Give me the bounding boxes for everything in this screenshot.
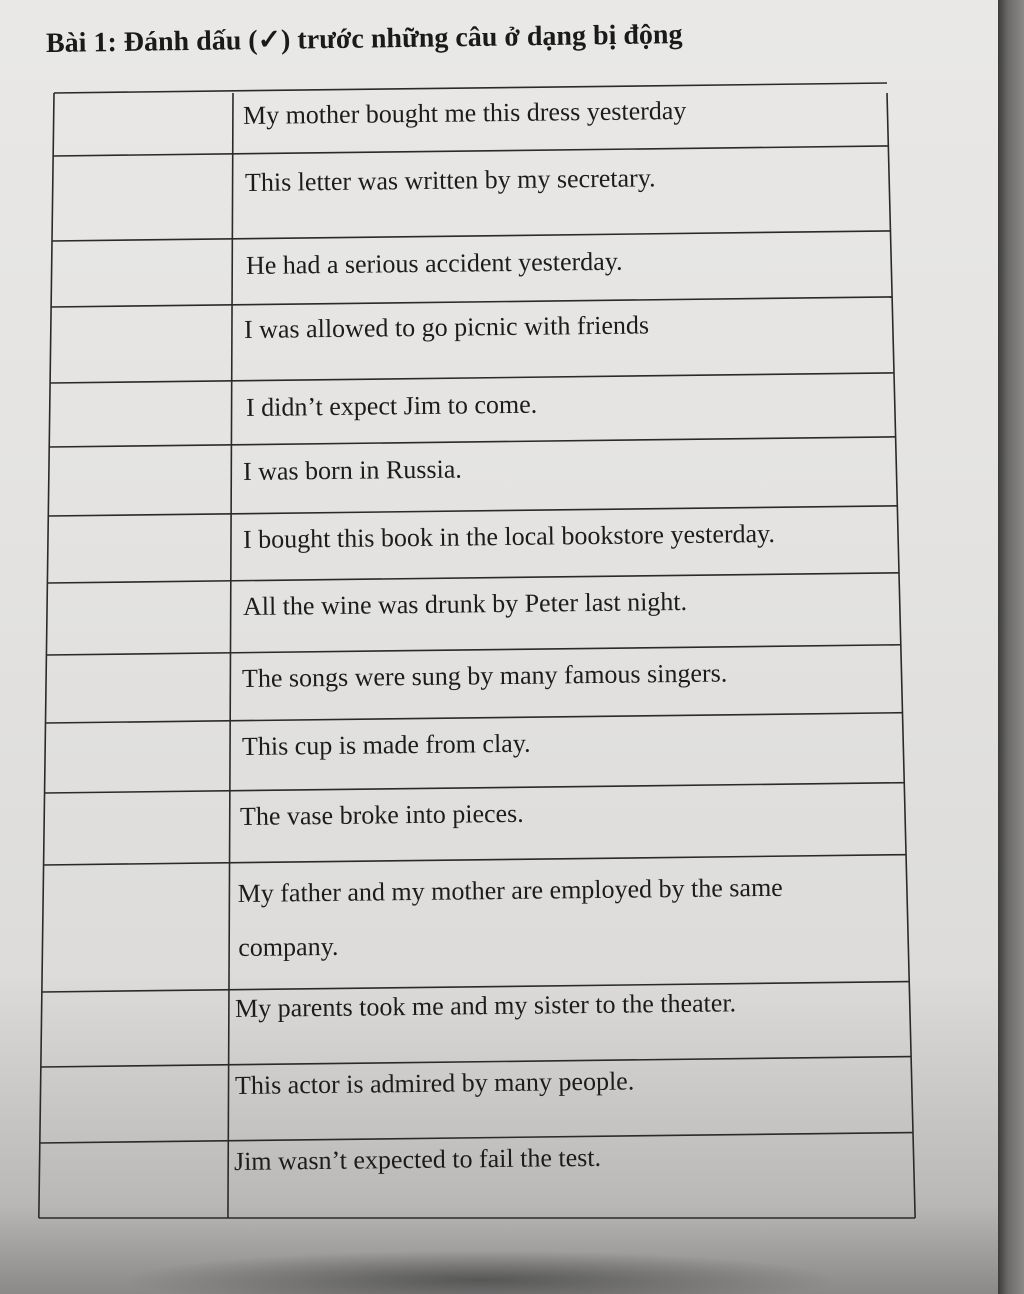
- sentence-text: This actor is admired by many people.: [234, 1066, 635, 1100]
- check-cell[interactable]: [55, 158, 231, 239]
- sentence-text: He had a serious accident yesterday.: [246, 246, 624, 280]
- check-cell[interactable]: [53, 309, 230, 381]
- sentence-text: My parents took me and my sister to the theater.: [234, 988, 737, 1023]
- sentence-text: My father and my mother are employed by the same company.: [237, 872, 783, 962]
- sentence-text: I didn’t expect Jim to come.: [245, 389, 538, 422]
- table-rule: [887, 93, 915, 1218]
- exercise-title: Bài 1: Đánh dấu (✓) trước những câu ở dạng bị động: [45, 19, 683, 59]
- check-cell[interactable]: [46, 867, 228, 990]
- sentence-text: This letter was written by my secretary.: [244, 163, 656, 197]
- sentence-text: I was born in Russia.: [243, 454, 463, 486]
- check-cell[interactable]: [50, 518, 229, 581]
- sentence-text: All the wine was drunk by Peter last night.: [242, 586, 688, 621]
- check-cell[interactable]: [47, 795, 228, 863]
- sentence-text: This cup is made from clay.: [241, 728, 531, 761]
- sentence-text: I was allowed to go picnic with friends: [243, 310, 650, 344]
- check-cell[interactable]: [56, 95, 231, 154]
- check-cell[interactable]: [51, 449, 229, 514]
- check-cell[interactable]: [48, 657, 228, 721]
- sentence-text: The vase broke into pieces.: [239, 798, 524, 831]
- sentence-text: Jim wasn’t expected to fail the test.: [234, 1142, 602, 1176]
- check-cell[interactable]: [44, 994, 227, 1065]
- check-cell[interactable]: [49, 585, 228, 653]
- sentence-text: I bought this book in the local bookstore yesterday.: [242, 518, 776, 554]
- check-cell[interactable]: [52, 385, 230, 445]
- check-cell[interactable]: [47, 725, 228, 791]
- check-cell[interactable]: [42, 1145, 226, 1216]
- table-rule: [54, 83, 887, 93]
- sentence-text: My mother bought me this dress yesterday: [242, 95, 687, 130]
- check-cell[interactable]: [54, 243, 230, 305]
- check-cell[interactable]: [43, 1069, 227, 1141]
- paper-edge: [998, 0, 1024, 1294]
- sentence-text: The songs were sung by many famous singers.: [242, 658, 728, 693]
